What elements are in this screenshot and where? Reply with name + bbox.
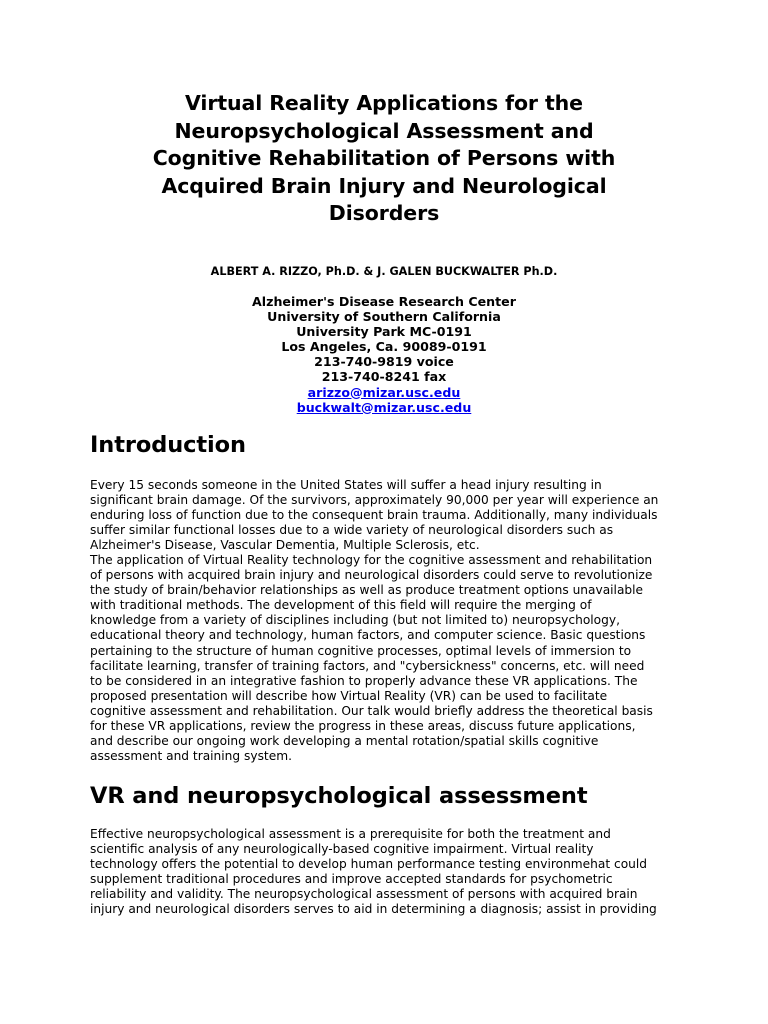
text-line: pertaining to the structure of human cognitive processes, optimal levels of immersion to <box>90 643 632 658</box>
text-line: to be considered in an integrative fashion to properly advance these VR applications. The <box>90 673 638 688</box>
title-line: Disorders <box>328 201 440 225</box>
text-line: educational theory and technology, human factors, and computer science. Basic questions <box>90 628 646 643</box>
text-line: supplement traditional procedures and improve accepted standards for psychometric <box>90 872 613 887</box>
text-line: suffer similar functional losses due to a wide variety of neurological disorders such as <box>90 523 614 538</box>
title-line: Neuropsychological Assessment and <box>174 118 594 143</box>
text-line: Effective neuropsychological assessment is a prerequisite for both the treatment and <box>90 827 611 841</box>
text-line: scientific analysis of any neurologically-based cognitive impairment. Virtual reality <box>90 842 594 857</box>
introduction-paragraph <box>90 478 690 764</box>
text-line: enduring loss of function due to the consequent brain trauma. Additionally, many individuals <box>90 508 658 523</box>
text-line: with traditional methods. The development of this field will require the merging of <box>90 598 592 613</box>
title-line: Cognitive Rehabilitation of Persons with <box>152 146 616 170</box>
text-line: knowledge from a variety of disciplines including (but not limited to) neuropsychology, <box>90 613 620 628</box>
vr-assessment-paragraph <box>90 827 690 917</box>
section-heading-vr-assessment: VR and neuropsychological assessment <box>90 783 588 809</box>
text-line: technology offers the potential to develop human performance testing environmehat could <box>90 857 648 872</box>
fax-number: 213-740-8241 fax <box>321 369 447 385</box>
title-line: Virtual Reality Applications for the <box>185 91 583 115</box>
text-line: for these VR applications, review the progress in these areas, discuss future applications, <box>90 718 636 733</box>
paper-title <box>100 90 668 228</box>
text-line: Alzheimer's Disease, Vascular Dementia, Multiple Sclerosis, etc. <box>90 538 480 553</box>
mail-code: University Park MC-0191 <box>296 324 472 340</box>
text-line: of persons with acquired brain injury and neurological disorders could serve to revolutionize <box>90 568 653 583</box>
university-name: University of Southern California <box>267 309 501 325</box>
text-line: proposed presentation will describe how Virtual Reality (VR) can be used to facilitate <box>90 688 608 703</box>
text-line: and describe our ongoing work developing a mental rotation/spatial skills cognitive <box>90 733 599 748</box>
email-link-rizzo[interactable]: arizzo@mizar.usc.edu <box>307 384 461 400</box>
text-line: significant brain damage. Of the survivors, approximately 90,000 per year will experience an <box>90 493 659 508</box>
city-line: Los Angeles, Ca. 90089-0191 <box>281 339 487 355</box>
title-line: Acquired Brain Injury and Neurological <box>161 173 607 198</box>
text-line: cognitive assessment and rehabilitation. Our talk would briefly address the theoretical basis <box>90 703 653 718</box>
text-line: facilitate learning, transfer of training factors, and "cybersickness" concerns, etc. will need <box>90 658 645 673</box>
research-center: Alzheimer's Disease Research Center <box>252 294 516 309</box>
text-line: The application of Virtual Reality technology for the cognitive assessment and rehabilitation <box>90 553 653 568</box>
affiliation-block <box>0 294 768 415</box>
author-line: ALBERT A. RIZZO, Ph.D. & J. GALEN BUCKWALTER Ph.D. <box>210 265 558 278</box>
text-line: the study of brain/behavior relationships as well as produce treatment options unavailable <box>90 583 644 598</box>
section-heading-introduction: Introduction <box>90 432 246 458</box>
email-link-buckwalter[interactable]: buckwalt@mizar.usc.edu <box>296 399 472 415</box>
text-line: injury and neurological disorders serves to aid in determining a diagnosis; assist in providing <box>90 902 657 917</box>
voice-phone: 213-740-9819 voice <box>314 354 454 370</box>
text-line: assessment and training system. <box>90 748 292 763</box>
text-line: reliability and validity. The neuropsychological assessment of persons with acquired brain <box>90 887 638 902</box>
text-line: Every 15 seconds someone in the United States will suffer a head injury resulting in <box>90 478 602 492</box>
